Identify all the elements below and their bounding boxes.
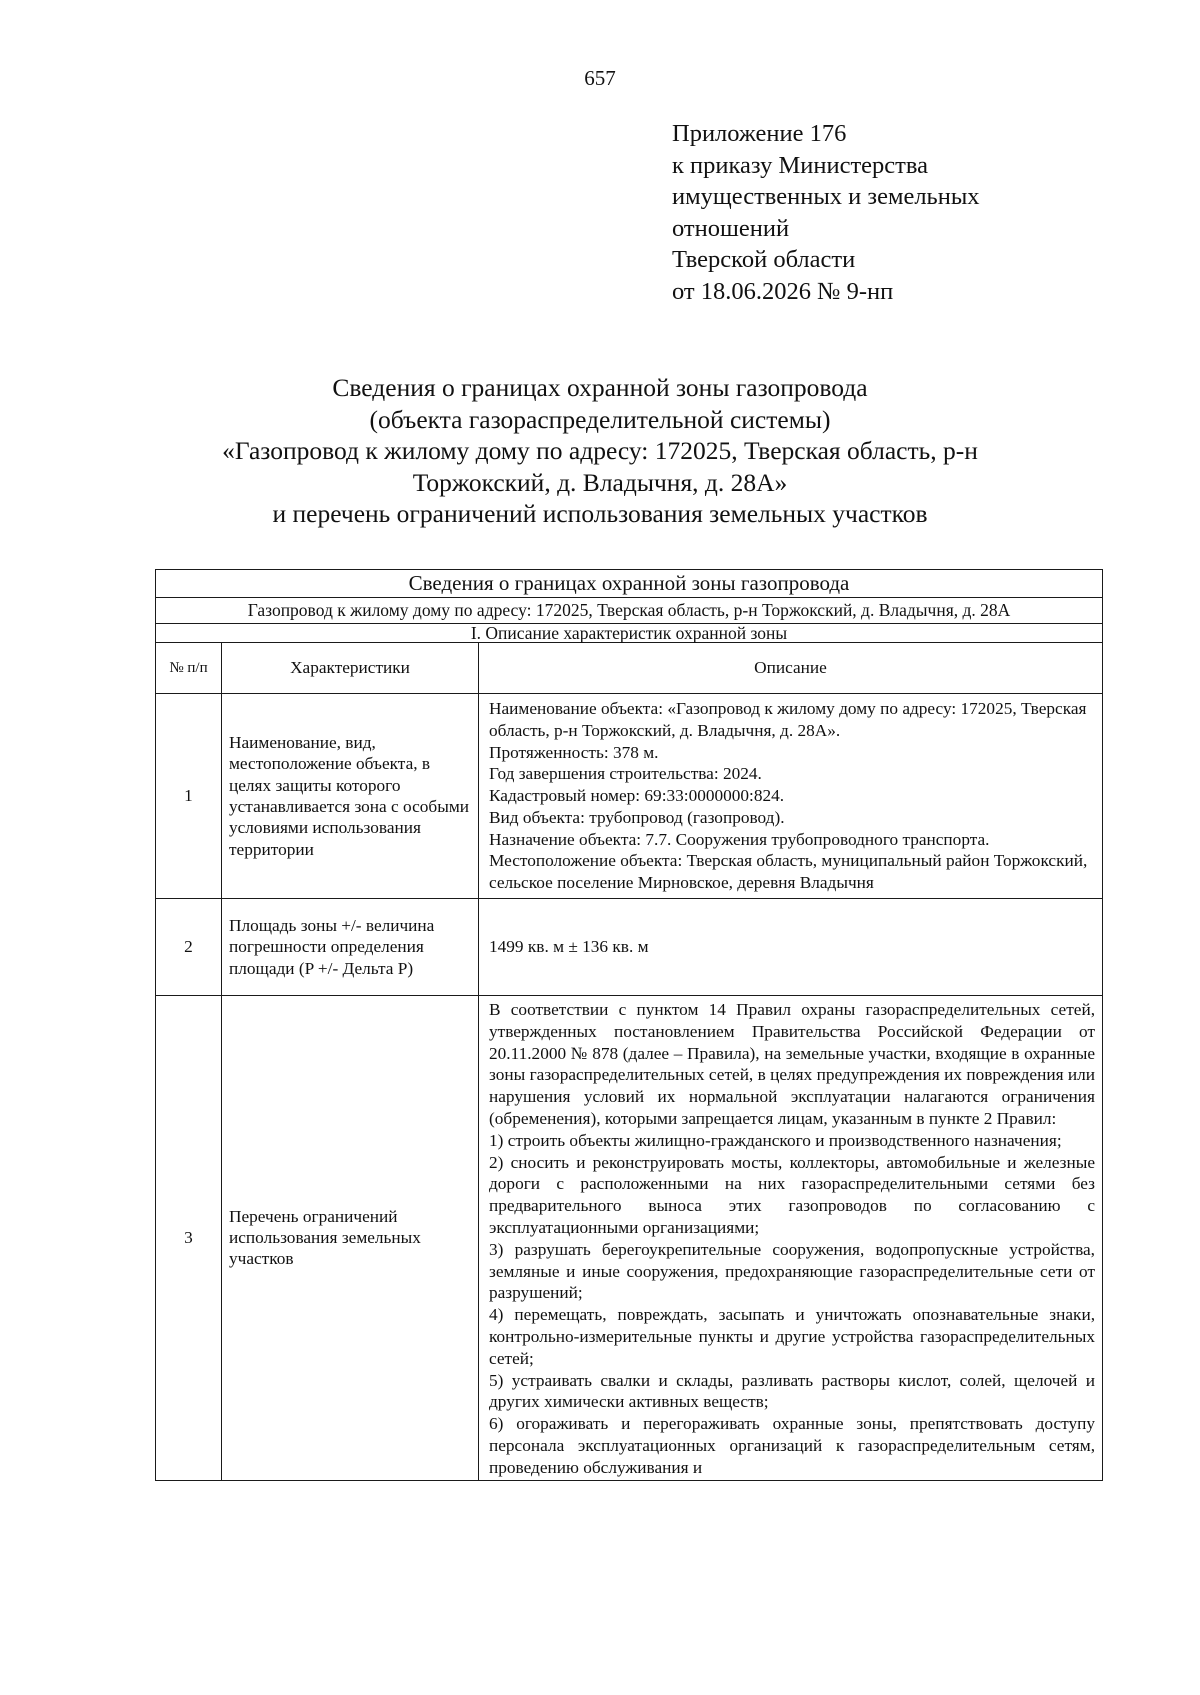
description-line: Кадастровый номер: 69:33:0000000:824.	[489, 786, 785, 806]
row-description	[479, 996, 1103, 1481]
title-line: «Газопровод к жилому дому по адресу: 172025, Тверская область, р-н	[222, 436, 978, 465]
appendix-line: Приложение 176	[672, 120, 847, 147]
appendix-line: отношений	[672, 214, 790, 242]
description-line: 1499 кв. м ± 136 кв. м	[489, 937, 649, 957]
column-header-description: Описание	[479, 643, 1103, 694]
description-paragraph: 2) сносить и реконструировать мосты, коллекторы, автомобильные и железные дороги с расположенными на них газораспределительными сетями без предварительного выноса этих газопроводов по согласованию с эксплуатационными организациями;	[489, 1152, 1096, 1237]
description-paragraph: 4) перемещать, повреждать, засыпать и уничтожать опознавательные знаки, контрольно-измерительные пункты и другие устройства газораспределительных сетей;	[489, 1305, 1096, 1368]
description-paragraph: В соответствии с пунктом 14 Правил охраны газораспределительных сетей, утвержденных постановлением Правительства Российской Федерации от 20.11.2000 № 878 (далее – Правила), на земельные участки, входящие в охранные зоны газораспределительных сетей, в целях предупреждения их повреждения или нарушения условий их нормальной эксплуатации налагаются ограничения (обременения), которыми запрещается лицам, указанным в пункте 2 Правил:	[489, 1000, 1096, 1128]
table-section-title: I. Описание характеристик охранной зоны	[156, 624, 1103, 643]
row-characteristic: Наименование, вид, местоположение объекта, в целях защиты которого устанавливается зона с особыми условиями использования территории	[222, 694, 479, 899]
description-paragraph: 5) устраивать свалки и склады, разливать растворы кислот, солей, щелочей и других химически активных веществ;	[489, 1370, 1096, 1412]
appendix-line: Тверской области	[672, 246, 856, 273]
document-title	[100, 372, 1100, 530]
row-number: 1	[156, 694, 222, 899]
title-line: и перечень ограничений использования земельных участков	[272, 499, 928, 528]
row-characteristic: Площадь зоны +/- величина погрешности определения площади (P +/- Дельта P)	[222, 899, 479, 996]
title-line: Торжокский, д. Владычня, д. 28А»	[412, 467, 788, 497]
row-description	[479, 899, 1103, 996]
row-characteristic: Перечень ограничений использования земельных участков	[222, 996, 479, 1481]
table-row	[156, 899, 1103, 996]
title-line: (объекта газораспределительной системы)	[369, 404, 831, 434]
description-line: Местоположение объекта: Тверская область, муниципальный район Торжокский, сельское поселение Мирновское, деревня Владычня	[489, 851, 1088, 893]
description-paragraph: 6) огораживать и перегораживать охранные зоны, препятствовать доступу персонала эксплуатационных организаций к газораспределительным сетям, проведению обслуживания и	[489, 1414, 1096, 1477]
description-line: Год завершения строительства: 2024.	[489, 764, 762, 784]
description-line: Назначение объекта: 7.7. Сооружения трубопроводного транспорта.	[489, 829, 990, 849]
description-line: Вид объекта: трубопровод (газопровод).	[489, 807, 785, 827]
zone-info-table	[155, 569, 1103, 1481]
row-description	[479, 694, 1103, 899]
column-header-characteristics: Характеристики	[222, 643, 479, 694]
appendix-line: имущественных и земельных	[672, 183, 980, 210]
table-header-title: Сведения о границах охранной зоны газопровода	[156, 570, 1103, 598]
page-number: 657	[584, 66, 616, 90]
table-row	[156, 996, 1103, 1481]
description-line: Наименование объекта: «Газопровод к жилому дому по адресу: 172025, Тверская область, р-н Торжокский, д. Владычня, д. 28А».	[489, 698, 1087, 740]
column-header-number: № п/п	[156, 643, 222, 694]
description-paragraph: 3) разрушать берегоукрепительные сооружения, водопропускные устройства, земляные и иные сооружения, предохраняющие газораспределительные сети от разрушений;	[489, 1239, 1096, 1303]
appendix-line: к приказу Министерства	[672, 151, 928, 179]
table-header-object: Газопровод к жилому дому по адресу: 172025, Тверская область, р-н Торжокский, д. Владычня, д. 28А	[156, 598, 1103, 624]
appendix-line: от 18.06.2026 № 9-нп	[672, 277, 894, 305]
appendix-block	[672, 118, 980, 307]
row-number: 2	[156, 899, 222, 996]
description-paragraph: 1) строить объекты жилищно-гражданского и производственного назначения;	[489, 1130, 1062, 1150]
table-row	[156, 694, 1103, 899]
description-line: Протяженность: 378 м.	[489, 742, 659, 762]
row-number: 3	[156, 996, 222, 1481]
title-line: Сведения о границах охранной зоны газопровода	[332, 373, 868, 402]
